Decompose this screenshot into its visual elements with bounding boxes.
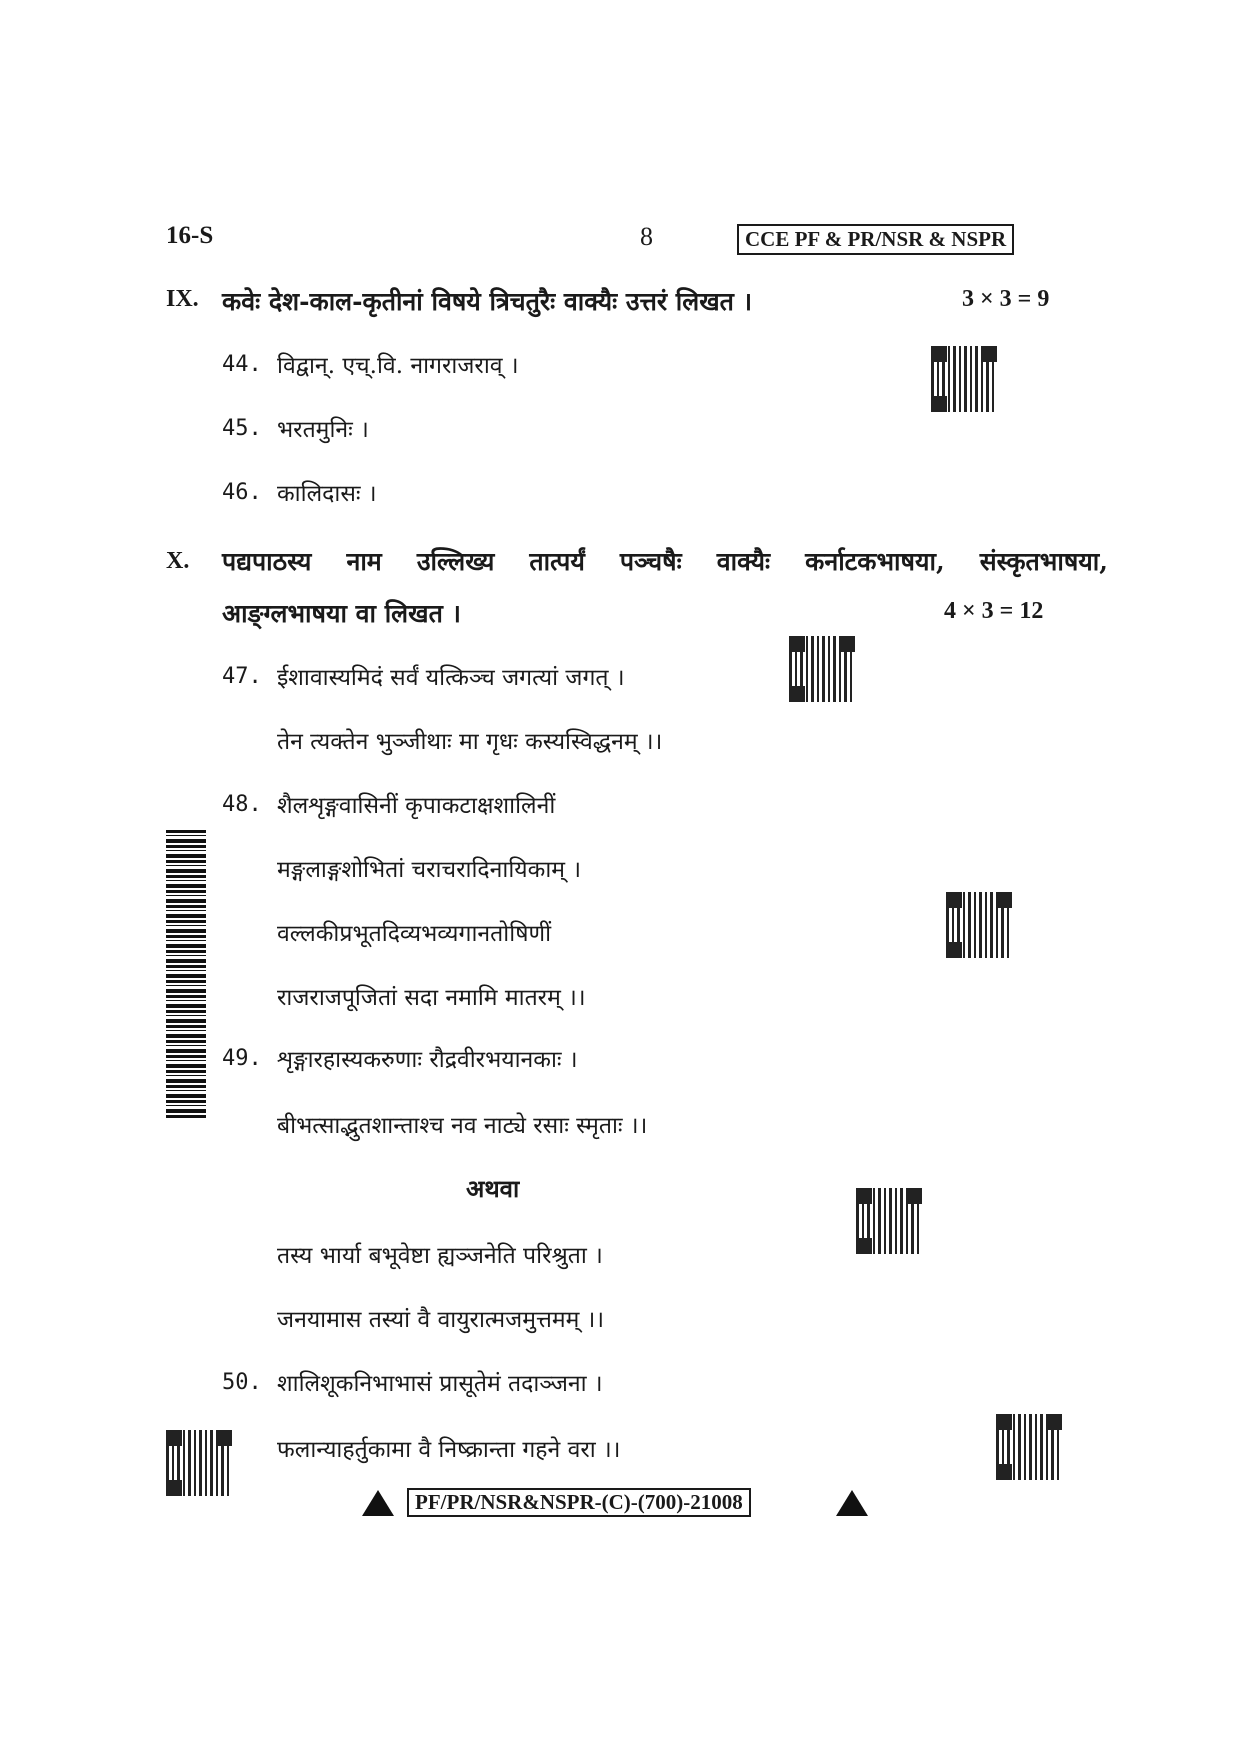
qr-code-icon [166, 1430, 232, 1496]
instruction-word: वाक्यैः [716, 547, 771, 576]
qr-code-icon [789, 636, 855, 702]
instruction-word: पञ्चषैः [619, 547, 682, 576]
question-number-45: 45. [222, 416, 262, 441]
question-46-text: कालिदासः । [277, 481, 377, 507]
question-number-44: 44. [222, 352, 262, 377]
or-separator: अथवा [466, 1174, 520, 1203]
question-49-line1: शृङ्गारहास्यकरुणाः रौद्रवीरभयानकाः । [277, 1047, 578, 1073]
instruction-word: तात्पर्यं [529, 547, 585, 576]
barcode-icon [166, 830, 206, 1120]
footer-code: PF/PR/NSR&NSPR-(C)-(700)-21008 [407, 1488, 751, 1517]
question-48-line2: मङ्गलाङ्गशोभितां चराचरादिनायिकाम् । [277, 857, 582, 883]
alternate-line1: तस्य भार्या बभूवेष्टा ह्यञ्जनेति परिश्रुता । [277, 1243, 603, 1269]
question-47-line2: तेन त्यक्तेन भुञ्जीथाः मा गृधः कस्यस्विद्धनम् ।। [277, 729, 663, 755]
alternate-line2: जनयामास तस्यां वै वायुरात्मजमुत्तमम् ।। [277, 1307, 605, 1333]
question-48-line3: वल्लकीप्रभूतदिव्यभव्यगानतोषिणीं [277, 921, 552, 947]
question-number-47: 47. [222, 664, 262, 689]
triangle-marker-icon [362, 1490, 394, 1516]
qr-code-icon [931, 346, 997, 412]
instruction-word: संस्कृतभाषया, [979, 547, 1108, 576]
question-48-line1: शैलशृङ्गवासिनीं कृपाकटाक्षशालिनीं [277, 793, 556, 819]
qr-code-icon [996, 1414, 1062, 1480]
section-x-instruction-line1 [222, 544, 1108, 578]
triangle-marker-icon [836, 1490, 868, 1516]
question-44-text: विद्वान्. एच्.वि. नागराजराव् । [277, 353, 519, 379]
question-number-49: 49. [222, 1046, 262, 1071]
section-x-marks: 4 × 3 = 12 [944, 598, 1044, 624]
question-number-46: 46. [222, 480, 262, 505]
instruction-word: नाम [346, 547, 382, 576]
section-ix-marks: 3 × 3 = 9 [962, 286, 1050, 312]
question-50-line1: शालिशूकनिभाभासं प्रासूतेमं तदाञ्जना । [277, 1371, 603, 1397]
instruction-word: उल्लिख्य [416, 547, 495, 576]
section-ix-instruction: कवेः देश-काल-कृतीनां विषये त्रिचतुरैः वाक्यैः उत्तरं लिखत । [222, 287, 753, 316]
question-48-line4: राजराजपूजितां सदा नमामि मातरम् ।। [277, 985, 586, 1011]
question-number-50: 50. [222, 1370, 262, 1395]
qr-code-icon [856, 1188, 922, 1254]
question-50-line2: फलान्याहर्तुकामा वै निष्क्रान्ता गहने वरा ।। [277, 1437, 621, 1463]
paper-code: 16-S [166, 222, 214, 249]
section-ix-number: IX. [166, 286, 199, 312]
qr-code-icon [946, 892, 1012, 958]
exam-box: CCE PF & PR/NSR & NSPR [737, 224, 1014, 255]
page-number: 8 [640, 222, 653, 251]
question-number-48: 48. [222, 792, 262, 817]
question-45-text: भरतमुनिः । [277, 417, 369, 443]
section-x-number: X. [166, 548, 190, 574]
instruction-word: कर्नाटकभाषया, [805, 547, 945, 576]
instruction-word: पद्यपाठस्य [222, 547, 312, 576]
question-47-line1: ईशावास्यमिदं सर्वं यत्किञ्च जगत्यां जगत् । [277, 665, 625, 691]
section-x-instruction-line2: आङ्ग्लभाषया वा लिखत । [222, 599, 462, 628]
question-49-line2: बीभत्साद्भुतशान्ताश्च नव नाट्ये रसाः स्मृताः ।। [277, 1113, 648, 1139]
